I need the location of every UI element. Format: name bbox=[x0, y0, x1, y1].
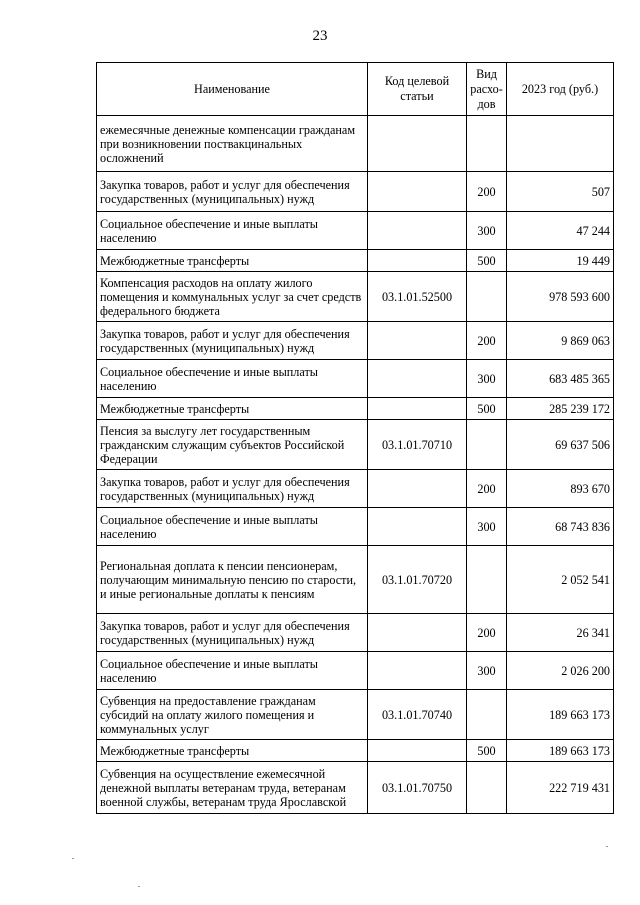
row-code-cell bbox=[368, 116, 467, 172]
row-amount-cell: 9 869 063 bbox=[507, 322, 614, 360]
page-number: 23 bbox=[312, 28, 328, 44]
row-vid-cell: 200 bbox=[467, 470, 507, 508]
row-vid-cell: 300 bbox=[467, 360, 507, 398]
header-vid: Вид расхо-дов bbox=[467, 63, 507, 116]
scan-speck bbox=[72, 858, 74, 859]
row-name-cell: Субвенция на осуществление ежемесячной денежной выплаты ветеранам труда, ветеранам военной службы, ветеранам труда Ярославской bbox=[97, 762, 368, 814]
header-name: Наименование bbox=[97, 63, 368, 116]
table-row bbox=[97, 740, 614, 762]
row-name-cell: Субвенция на предоставление гражданам субсидий на оплату жилого помещения и коммунальных услуг bbox=[97, 690, 368, 740]
row-amount-cell: 189 663 173 bbox=[507, 690, 614, 740]
table-row bbox=[97, 398, 614, 420]
table-row bbox=[97, 212, 614, 250]
table-row bbox=[97, 470, 614, 508]
row-code-cell: 03.1.01.70740 bbox=[368, 690, 467, 740]
row-vid-cell: 200 bbox=[467, 614, 507, 652]
row-code-cell bbox=[368, 250, 467, 272]
row-amount-cell: 189 663 173 bbox=[507, 740, 614, 762]
table-row bbox=[97, 690, 614, 740]
budget-table bbox=[96, 62, 614, 814]
table-row bbox=[97, 272, 614, 322]
row-name-cell: Социальное обеспечение и иные выплаты населению bbox=[97, 360, 368, 398]
row-code-cell bbox=[368, 398, 467, 420]
row-code-cell bbox=[368, 212, 467, 250]
row-name-cell: Социальное обеспечение и иные выплаты населению bbox=[97, 212, 368, 250]
row-vid-cell bbox=[467, 116, 507, 172]
row-code-cell bbox=[368, 614, 467, 652]
row-amount-cell: 507 bbox=[507, 172, 614, 212]
table-row bbox=[97, 172, 614, 212]
row-code-cell bbox=[368, 172, 467, 212]
table-row bbox=[97, 652, 614, 690]
row-name-cell: Межбюджетные трансферты bbox=[97, 250, 368, 272]
row-vid-cell: 300 bbox=[467, 652, 507, 690]
row-code-cell: 03.1.01.70720 bbox=[368, 546, 467, 614]
row-code-cell bbox=[368, 740, 467, 762]
row-code-cell bbox=[368, 470, 467, 508]
row-amount-cell: 19 449 bbox=[507, 250, 614, 272]
row-vid-cell: 500 bbox=[467, 398, 507, 420]
row-name-cell: Закупка товаров, работ и услуг для обеспечения государственных (муниципальных) нужд bbox=[97, 614, 368, 652]
row-vid-cell bbox=[467, 546, 507, 614]
row-vid-cell: 200 bbox=[467, 322, 507, 360]
row-amount-cell: 2 026 200 bbox=[507, 652, 614, 690]
row-amount-cell: 893 670 bbox=[507, 470, 614, 508]
row-name-cell: Региональная доплата к пенсии пенсионерам, получающим минимальную пенсию по старости, и иные региональные доплаты к пенсиям bbox=[97, 546, 368, 614]
row-vid-cell bbox=[467, 420, 507, 470]
row-vid-cell: 500 bbox=[467, 740, 507, 762]
table-row bbox=[97, 508, 614, 546]
row-vid-cell: 300 bbox=[467, 212, 507, 250]
row-name-cell: Закупка товаров, работ и услуг для обеспечения государственных (муниципальных) нужд bbox=[97, 172, 368, 212]
table-row bbox=[97, 116, 614, 172]
scan-speck bbox=[138, 886, 140, 887]
row-code-cell bbox=[368, 508, 467, 546]
row-name-cell: Социальное обеспечение и иные выплаты населению bbox=[97, 508, 368, 546]
row-code-cell bbox=[368, 652, 467, 690]
row-amount-cell: 222 719 431 bbox=[507, 762, 614, 814]
row-name-cell: Межбюджетные трансферты bbox=[97, 740, 368, 762]
row-name-cell: Социальное обеспечение и иные выплаты населению bbox=[97, 652, 368, 690]
row-name-cell: ежемесячные денежные компенсации гражданам при возникновении поствакцинальных осложнений bbox=[97, 116, 368, 172]
row-name-cell: Пенсия за выслугу лет государственным гражданским служащим субъектов Российской Федерации bbox=[97, 420, 368, 470]
scan-speck bbox=[606, 846, 608, 847]
row-code-cell bbox=[368, 360, 467, 398]
row-amount-cell: 2 052 541 bbox=[507, 546, 614, 614]
row-code-cell: 03.1.01.70710 bbox=[368, 420, 467, 470]
header-code: Код целевой статьи bbox=[368, 63, 467, 116]
row-code-cell bbox=[368, 322, 467, 360]
row-vid-cell: 500 bbox=[467, 250, 507, 272]
row-vid-cell bbox=[467, 762, 507, 814]
row-amount-cell: 47 244 bbox=[507, 212, 614, 250]
table-row bbox=[97, 322, 614, 360]
table-row bbox=[97, 614, 614, 652]
header-amount: 2023 год (руб.) bbox=[507, 63, 614, 116]
row-name-cell: Межбюджетные трансферты bbox=[97, 398, 368, 420]
row-amount-cell: 285 239 172 bbox=[507, 398, 614, 420]
row-amount-cell bbox=[507, 116, 614, 172]
table-row bbox=[97, 546, 614, 614]
table-row bbox=[97, 420, 614, 470]
row-name-cell: Закупка товаров, работ и услуг для обеспечения государственных (муниципальных) нужд bbox=[97, 470, 368, 508]
table-header-row bbox=[97, 63, 614, 116]
row-vid-cell bbox=[467, 690, 507, 740]
row-vid-cell: 300 bbox=[467, 508, 507, 546]
row-amount-cell: 69 637 506 bbox=[507, 420, 614, 470]
table-row bbox=[97, 762, 614, 814]
row-name-cell: Компенсация расходов на оплату жилого помещения и коммунальных услуг за счет средств федерального бюджета bbox=[97, 272, 368, 322]
row-code-cell: 03.1.01.52500 bbox=[368, 272, 467, 322]
table-body bbox=[97, 116, 614, 814]
row-name-cell: Закупка товаров, работ и услуг для обеспечения государственных (муниципальных) нужд bbox=[97, 322, 368, 360]
row-code-cell: 03.1.01.70750 bbox=[368, 762, 467, 814]
row-amount-cell: 26 341 bbox=[507, 614, 614, 652]
row-vid-cell: 200 bbox=[467, 172, 507, 212]
table-row bbox=[97, 250, 614, 272]
row-amount-cell: 68 743 836 bbox=[507, 508, 614, 546]
row-amount-cell: 683 485 365 bbox=[507, 360, 614, 398]
row-vid-cell bbox=[467, 272, 507, 322]
table-row bbox=[97, 360, 614, 398]
row-amount-cell: 978 593 600 bbox=[507, 272, 614, 322]
